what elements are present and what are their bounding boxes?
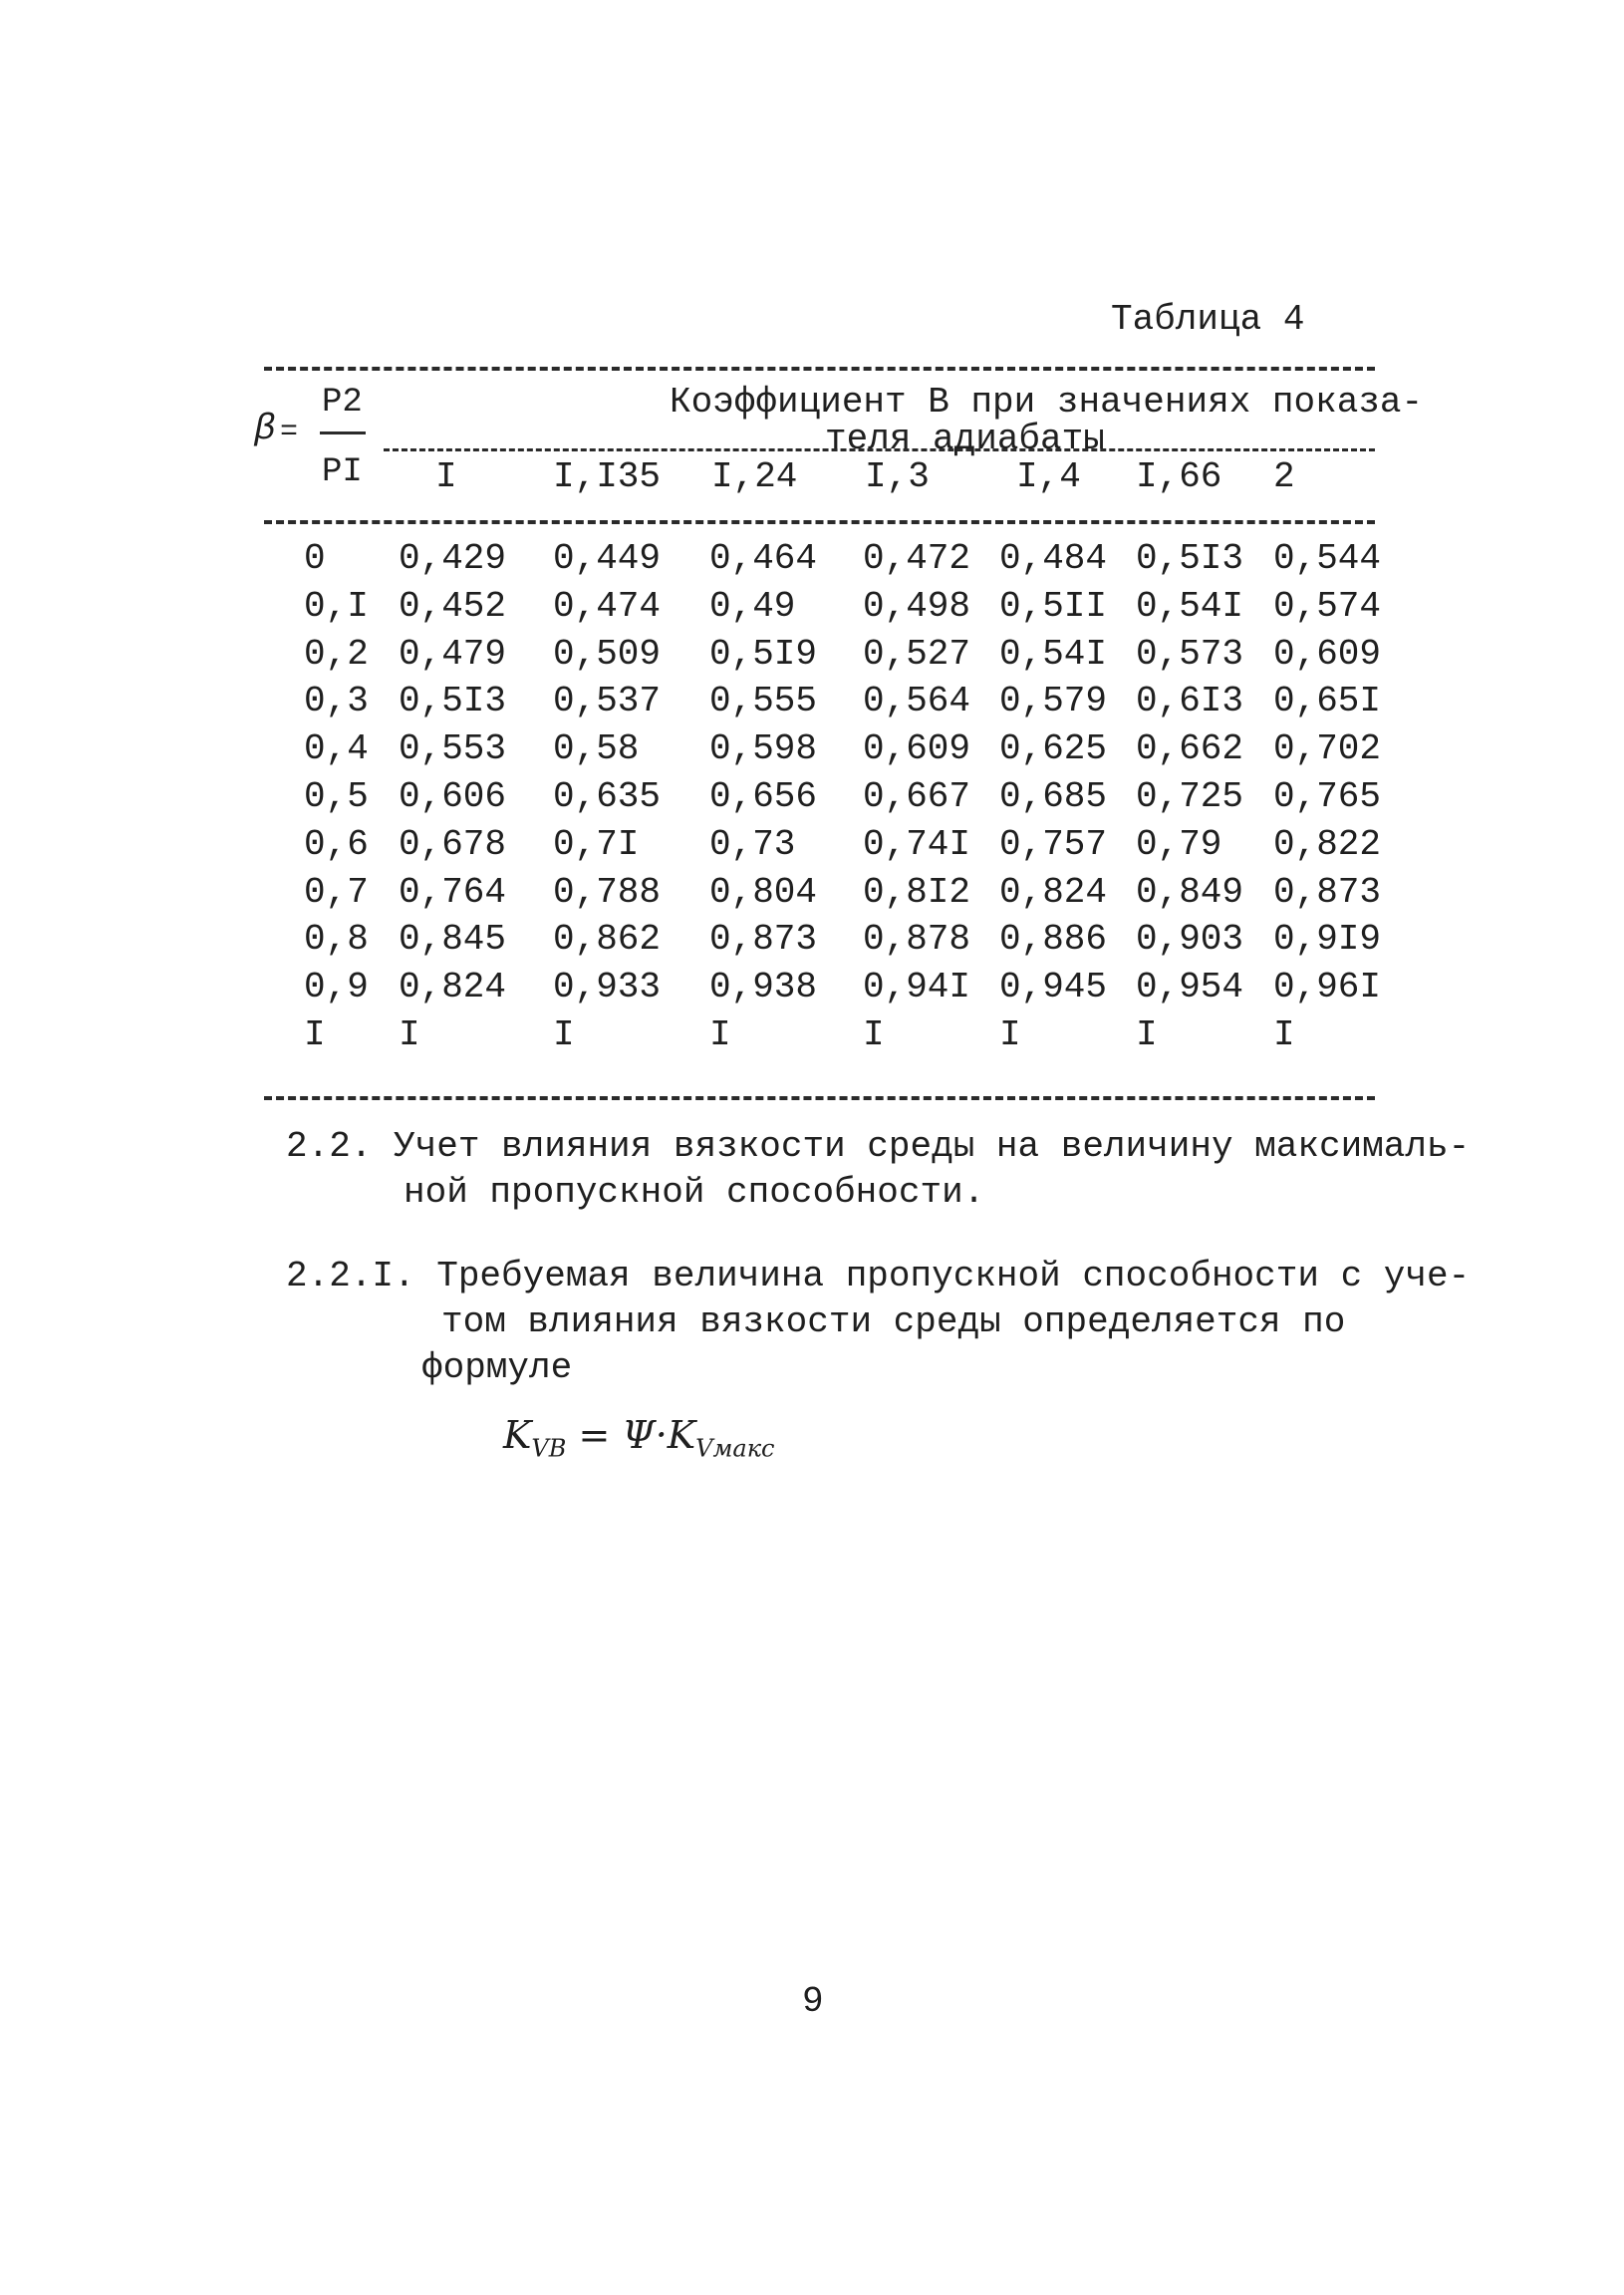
coefficient-value: 0,702 bbox=[1273, 728, 1382, 769]
coefficient-value: I bbox=[399, 1014, 420, 1055]
coefficient-value: I bbox=[999, 1014, 1021, 1055]
coefficient-value: 0,824 bbox=[999, 872, 1108, 913]
coefficient-value: 0,5II bbox=[999, 586, 1108, 627]
coefficient-value: 0,5I3 bbox=[399, 681, 507, 721]
adiabatic-index-value: I,3 bbox=[865, 456, 930, 497]
coefficient-value: 0,862 bbox=[553, 919, 662, 960]
coefficient-value: 0,5I3 bbox=[1136, 538, 1244, 579]
coefficient-value: 0,472 bbox=[863, 538, 971, 579]
coefficient-value: 0,635 bbox=[553, 776, 662, 817]
coefficient-title-line2: теля адиабаты bbox=[825, 419, 1105, 459]
formula-rhs-subscript: Vмакс bbox=[695, 1434, 775, 1463]
fraction-denominator: PI bbox=[322, 453, 363, 491]
coefficient-value: 0,873 bbox=[709, 919, 818, 960]
coefficient-value: 0,765 bbox=[1273, 776, 1382, 817]
beta-value: 0,8 bbox=[304, 919, 369, 960]
coefficient-value: 0,54I bbox=[999, 634, 1108, 675]
coefficient-value: 0,667 bbox=[863, 776, 971, 817]
page-number: 9 bbox=[802, 1981, 824, 2022]
coefficient-value: 0,7I bbox=[553, 824, 640, 865]
coefficient-value: 0,662 bbox=[1136, 728, 1244, 769]
coefficient-value: 0,79 bbox=[1136, 824, 1222, 865]
coefficient-value: 0,945 bbox=[999, 967, 1108, 1007]
beta-value: I bbox=[304, 1014, 326, 1055]
table-top-rule bbox=[264, 367, 1375, 371]
coefficient-value: I bbox=[709, 1014, 731, 1055]
coefficient-value: 0,564 bbox=[863, 681, 971, 721]
coefficient-value: 0,573 bbox=[1136, 634, 1244, 675]
coefficient-value: I bbox=[553, 1014, 575, 1055]
coefficient-value: 0,544 bbox=[1273, 538, 1382, 579]
header-divider-rule bbox=[384, 448, 1375, 451]
coefficient-value: 0,9I9 bbox=[1273, 919, 1382, 960]
beta-value: 0 bbox=[304, 538, 326, 579]
beta-value: 0,3 bbox=[304, 681, 369, 721]
formula-rhs: K bbox=[667, 1413, 696, 1457]
coefficient-value: 0,8I2 bbox=[863, 872, 971, 913]
coefficient-value: I bbox=[863, 1014, 885, 1055]
section-2-2-1-line1: 2.2.I. Требуемая величина пропускной способности с уче- bbox=[286, 1256, 1471, 1296]
beta-header bbox=[254, 384, 374, 503]
formula-lhs: K bbox=[503, 1413, 532, 1457]
adiabatic-index-value: 2 bbox=[1273, 456, 1295, 497]
beta-symbol: β bbox=[254, 409, 276, 449]
formula-psi: Ψ bbox=[622, 1413, 656, 1457]
coefficient-value: 0,933 bbox=[553, 967, 662, 1007]
coefficient-value: 0,555 bbox=[709, 681, 818, 721]
beta-value: 0,I bbox=[304, 586, 369, 627]
coefficient-value: 0,938 bbox=[709, 967, 818, 1007]
beta-value: 0,2 bbox=[304, 634, 369, 675]
formula-dot: · bbox=[655, 1413, 668, 1457]
coefficient-value: 0,845 bbox=[399, 919, 507, 960]
section-2-2-1-line2: том влияния вязкости среды определяется по bbox=[441, 1301, 1346, 1342]
coefficient-value: 0,73 bbox=[709, 824, 796, 865]
coefficient-title: Коэффициент В при значениях показа- bbox=[670, 382, 1424, 423]
coefficient-value: 0,878 bbox=[863, 919, 971, 960]
coefficient-value: 0,484 bbox=[999, 538, 1108, 579]
adiabatic-index-value: I bbox=[435, 456, 457, 497]
beta-equals: = bbox=[280, 416, 299, 449]
coefficient-value: 0,65I bbox=[1273, 681, 1382, 721]
viscosity-formula bbox=[503, 1413, 774, 1463]
coefficient-value: 0,678 bbox=[399, 824, 507, 865]
coefficient-value: 0,685 bbox=[999, 776, 1108, 817]
header-bottom-rule bbox=[264, 520, 1375, 524]
coefficient-value: 0,598 bbox=[709, 728, 818, 769]
coefficient-value: 0,537 bbox=[553, 681, 662, 721]
section-2-2-line1: 2.2. Учет влияния вязкости среды на величину максималь- bbox=[286, 1126, 1471, 1167]
adiabatic-index-value: I,4 bbox=[1016, 456, 1081, 497]
coefficient-value: 0,509 bbox=[553, 634, 662, 675]
coefficient-value: 0,804 bbox=[709, 872, 818, 913]
coefficient-value: 0,527 bbox=[863, 634, 971, 675]
beta-value: 0,6 bbox=[304, 824, 369, 865]
coefficient-value: 0,849 bbox=[1136, 872, 1244, 913]
beta-value: 0,9 bbox=[304, 967, 369, 1007]
table-bottom-rule bbox=[264, 1096, 1375, 1100]
coefficient-value: 0,464 bbox=[709, 538, 818, 579]
coefficient-value: 0,574 bbox=[1273, 586, 1382, 627]
table-caption: Таблица 4 bbox=[1111, 299, 1305, 340]
coefficient-value: 0,609 bbox=[863, 728, 971, 769]
adiabatic-index-value: I,24 bbox=[711, 456, 798, 497]
coefficient-value: 0,6I3 bbox=[1136, 681, 1244, 721]
coefficient-value: 0,609 bbox=[1273, 634, 1382, 675]
coefficient-value: 0,449 bbox=[553, 538, 662, 579]
coefficient-value: 0,553 bbox=[399, 728, 507, 769]
coefficient-value: 0,954 bbox=[1136, 967, 1244, 1007]
adiabatic-index-value: I,66 bbox=[1136, 456, 1222, 497]
coefficient-value: 0,498 bbox=[863, 586, 971, 627]
coefficient-value: I bbox=[1273, 1014, 1295, 1055]
section-2-2-1-line3: формуле bbox=[421, 1347, 573, 1388]
coefficient-value: 0,625 bbox=[999, 728, 1108, 769]
coefficient-value: 0,822 bbox=[1273, 824, 1382, 865]
adiabatic-index-value: I,I35 bbox=[553, 456, 662, 497]
section-2-2-line2: ной пропускной способности. bbox=[404, 1172, 985, 1213]
coefficient-value: 0,824 bbox=[399, 967, 507, 1007]
coefficient-value: 0,725 bbox=[1136, 776, 1244, 817]
coefficient-value: 0,96I bbox=[1273, 967, 1382, 1007]
fraction-bar bbox=[320, 431, 366, 434]
beta-value: 0,4 bbox=[304, 728, 369, 769]
coefficient-value: 0,873 bbox=[1273, 872, 1382, 913]
coefficient-value: 0,764 bbox=[399, 872, 507, 913]
coefficient-value: 0,94I bbox=[863, 967, 971, 1007]
coefficient-value: 0,58 bbox=[553, 728, 640, 769]
coefficient-value: 0,452 bbox=[399, 586, 507, 627]
coefficient-value: 0,788 bbox=[553, 872, 662, 913]
beta-value: 0,5 bbox=[304, 776, 369, 817]
coefficient-value: 0,49 bbox=[709, 586, 796, 627]
coefficient-value: 0,606 bbox=[399, 776, 507, 817]
fraction-numerator: P2 bbox=[322, 384, 363, 422]
coefficient-value: 0,474 bbox=[553, 586, 662, 627]
coefficient-value: 0,579 bbox=[999, 681, 1108, 721]
formula-lhs-subscript: VB bbox=[531, 1434, 567, 1463]
coefficient-value: 0,429 bbox=[399, 538, 507, 579]
coefficient-value: 0,886 bbox=[999, 919, 1108, 960]
coefficient-value: 0,74I bbox=[863, 824, 971, 865]
coefficient-value: I bbox=[1136, 1014, 1158, 1055]
coefficient-value: 0,903 bbox=[1136, 919, 1244, 960]
coefficient-value: 0,54I bbox=[1136, 586, 1244, 627]
coefficient-value: 0,757 bbox=[999, 824, 1108, 865]
formula-equals: = bbox=[566, 1413, 623, 1457]
coefficient-value: 0,5I9 bbox=[709, 634, 818, 675]
coefficient-value: 0,656 bbox=[709, 776, 818, 817]
beta-value: 0,7 bbox=[304, 872, 369, 913]
coefficient-value: 0,479 bbox=[399, 634, 507, 675]
